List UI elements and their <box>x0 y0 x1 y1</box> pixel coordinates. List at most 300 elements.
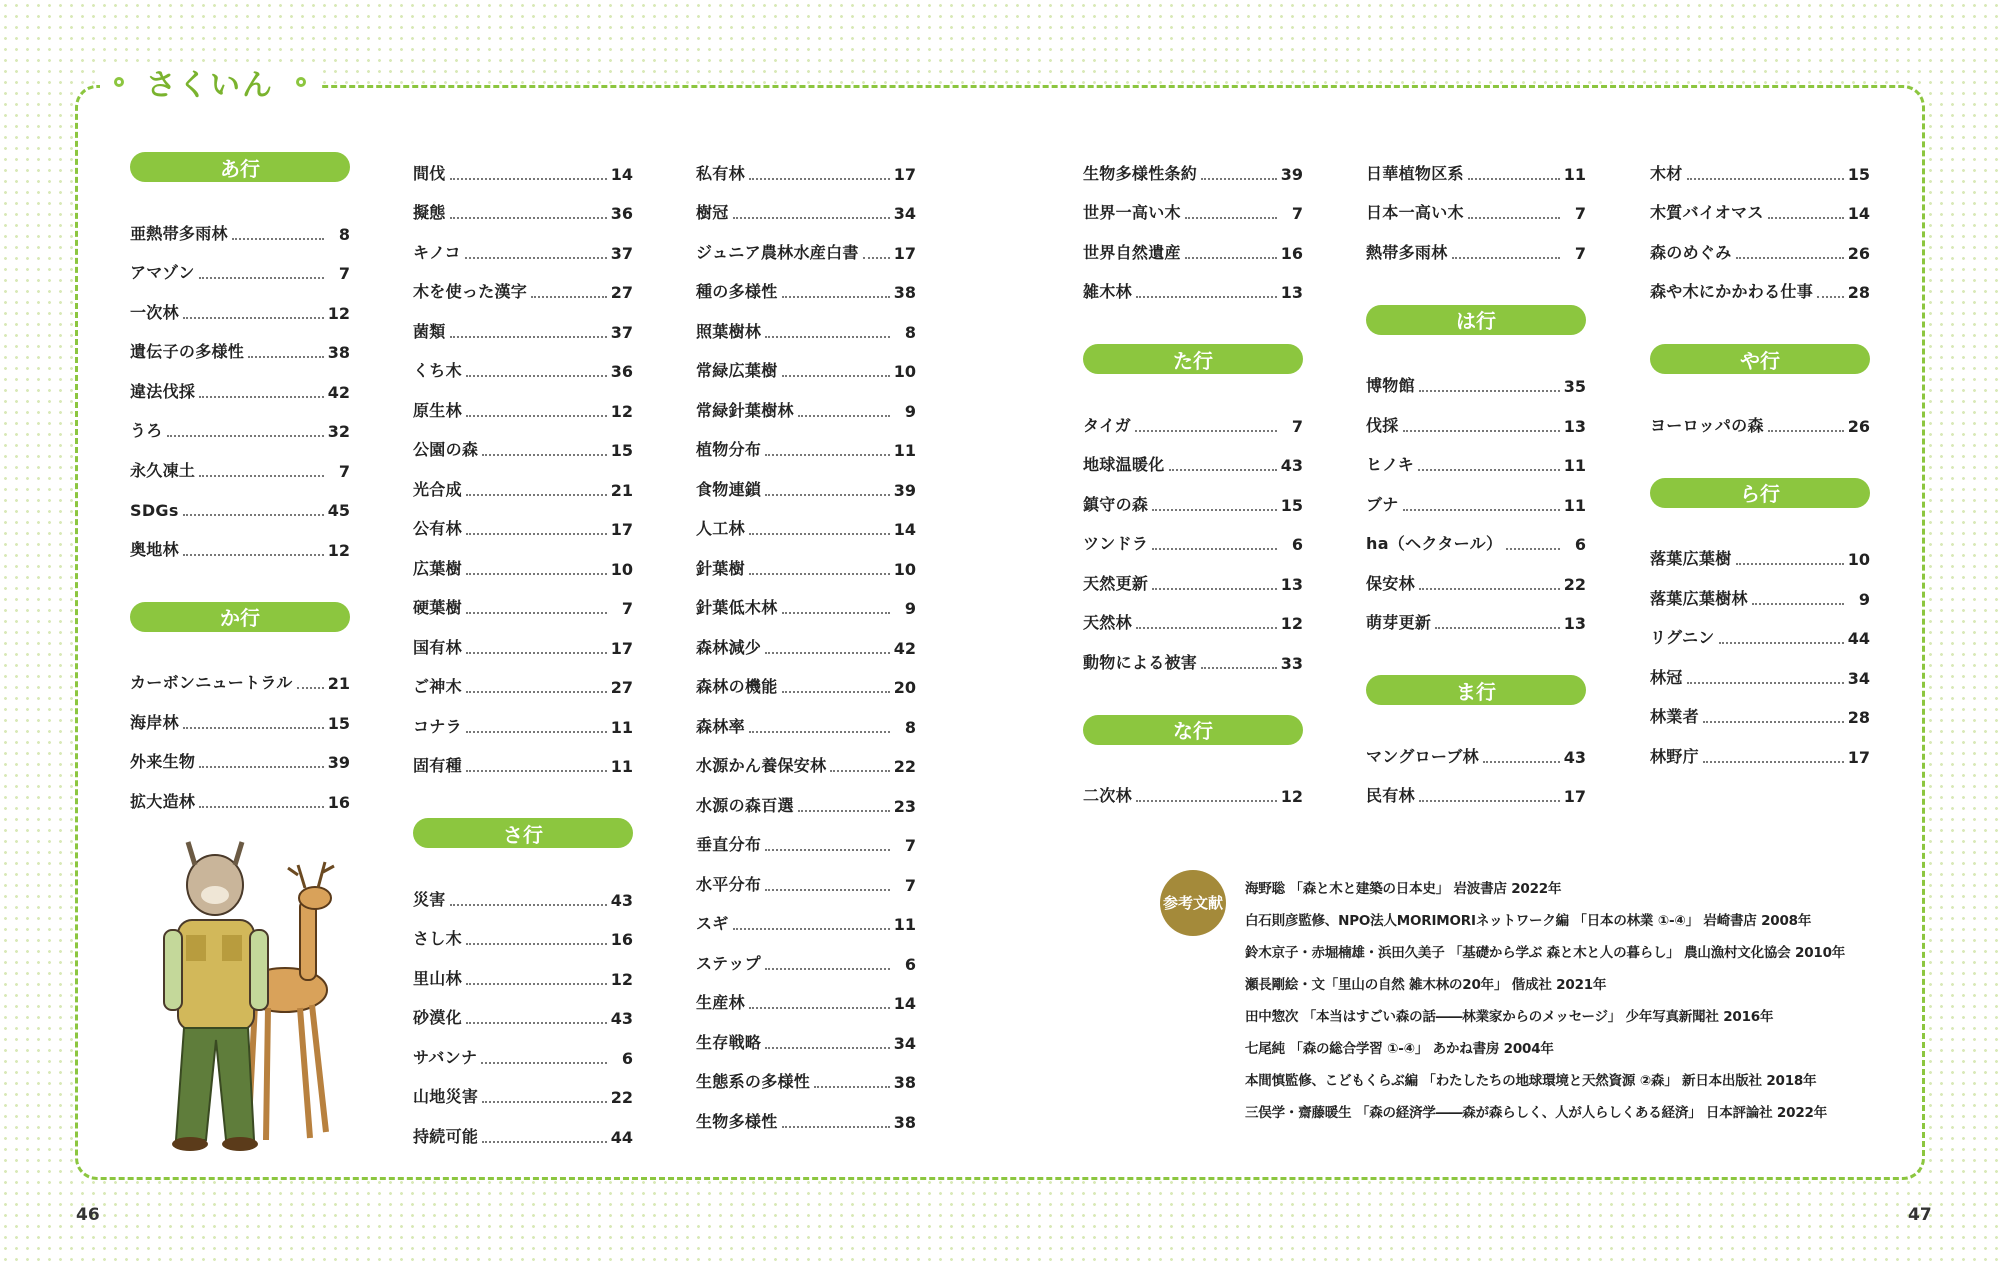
dot-leader <box>531 296 607 298</box>
entry-page-number: 43 <box>610 1009 633 1028</box>
entry-term: 外来生物 <box>130 752 196 771</box>
dot-leader <box>466 731 607 733</box>
dot-leader <box>1687 178 1844 180</box>
entry-page-number: 10 <box>1847 550 1870 569</box>
dot-leader <box>466 533 607 535</box>
index-entry <box>413 701 633 741</box>
dot-leader <box>765 889 890 891</box>
entry-page-number: 7 <box>904 836 916 855</box>
entry-page-number: 11 <box>1563 164 1586 184</box>
entry-term: 林業者 <box>1650 707 1699 726</box>
dot-leader <box>798 810 890 812</box>
index-entry <box>696 148 916 188</box>
entry-term: 海岸林 <box>130 712 179 732</box>
dot-leader <box>482 1101 607 1103</box>
index-entry <box>1650 534 1870 574</box>
entry-page-number: 12 <box>1280 614 1303 633</box>
index-entry <box>413 385 633 425</box>
entry-term: 樹冠 <box>696 203 729 222</box>
entry-term: 常緑広葉樹 <box>696 361 778 380</box>
index-entry <box>1083 400 1303 440</box>
entry-term: 国有林 <box>413 637 462 657</box>
entry-page-number: 7 <box>338 264 350 283</box>
dot-leader <box>733 217 890 219</box>
entry-page-number: 13 <box>1563 416 1586 436</box>
entry-page-number: 27 <box>610 283 633 302</box>
entry-page-number: 11 <box>1563 456 1586 475</box>
index-entry <box>413 267 633 307</box>
entry-page-number: 14 <box>893 994 916 1013</box>
entry-page-number: 45 <box>327 501 350 520</box>
entry-term: サバンナ <box>413 1047 478 1067</box>
entry-term: タイガ <box>1083 415 1132 435</box>
index-entry <box>413 914 633 954</box>
dot-leader <box>450 336 607 338</box>
entry-term: 菌類 <box>413 321 446 341</box>
index-entry <box>696 425 916 465</box>
entry-term: スギ <box>696 914 729 933</box>
dot-leader <box>1817 296 1844 298</box>
entry-term: SDGs <box>130 501 179 520</box>
index-entry <box>1366 361 1586 401</box>
entry-page-number: 8 <box>904 322 916 342</box>
index-entry <box>413 583 633 623</box>
index-entry <box>696 267 916 307</box>
entry-term: 一次林 <box>130 302 179 322</box>
entry-page-number: 10 <box>893 559 916 579</box>
index-entry <box>413 1072 633 1112</box>
entry-term: 種の多様性 <box>696 282 778 301</box>
entry-term: 森林の機能 <box>696 677 778 696</box>
entry-term: 亜熱帯多雨林 <box>130 223 228 243</box>
index-entry <box>696 899 916 939</box>
page-number-left: 46 <box>76 1205 100 1225</box>
dot-leader <box>1169 469 1277 471</box>
entry-term: 森や木にかかわる仕事 <box>1650 282 1814 301</box>
entry-term: 水平分布 <box>696 874 762 894</box>
entry-page-number: 16 <box>610 930 633 949</box>
entry-page-number: 8 <box>904 717 916 737</box>
index-entry <box>1083 479 1303 519</box>
dot-leader <box>466 494 607 496</box>
dot-leader <box>199 475 324 477</box>
entry-page-number: 17 <box>1563 787 1586 806</box>
dot-leader <box>466 612 607 614</box>
dot-leader <box>466 375 607 377</box>
entry-page-number: 15 <box>1280 495 1303 515</box>
entry-term: 常緑針葉樹林 <box>696 400 794 420</box>
references-list <box>1245 868 1885 1124</box>
dot-leader <box>782 1126 890 1128</box>
reference-item: 鈴木京子・赤堀楠雄・浜田久美子 「基礎から学ぶ 森と木と人の暮らし」 農山漁村文化協会 2010年 <box>1245 945 1846 961</box>
dot-leader <box>1506 548 1560 550</box>
dot-leader <box>1768 430 1844 432</box>
section-header: た行 <box>1083 344 1303 374</box>
dot-leader <box>1136 296 1277 298</box>
entry-term: うろ <box>130 421 163 440</box>
index-entry <box>696 780 916 820</box>
section-header: や行 <box>1650 344 1870 374</box>
entry-page-number: 28 <box>1847 283 1870 302</box>
entry-page-number: 6 <box>1574 535 1586 554</box>
index-entry <box>1366 519 1586 559</box>
entry-term: 照葉樹林 <box>696 321 762 341</box>
index-entry <box>413 1111 633 1151</box>
dot-leader <box>466 573 607 575</box>
entry-page-number: 43 <box>610 890 633 910</box>
index-entry <box>696 306 916 346</box>
index-entry <box>696 583 916 623</box>
index-column <box>130 148 350 816</box>
entry-term: 間伐 <box>413 163 446 183</box>
index-entry <box>130 697 350 737</box>
entry-page-number: 37 <box>610 243 633 263</box>
dot-leader <box>1201 667 1277 669</box>
index-entry <box>696 464 916 504</box>
entry-term: 落葉広葉樹 <box>1650 549 1732 568</box>
section-header: な行 <box>1083 715 1303 745</box>
index-entry <box>130 248 350 288</box>
index-entry <box>696 1017 916 1057</box>
section-header: ま行 <box>1366 675 1586 705</box>
dot-leader <box>1403 430 1560 432</box>
index-entry <box>1650 400 1870 440</box>
dot-leader <box>1703 761 1844 763</box>
entry-page-number: 7 <box>904 875 916 895</box>
dot-leader <box>1419 588 1560 590</box>
index-entry <box>1650 731 1870 771</box>
dot-leader <box>830 770 889 772</box>
entry-term: 二次林 <box>1083 786 1132 805</box>
entry-term: 垂直分布 <box>696 835 762 854</box>
index-entry <box>1366 148 1586 188</box>
dot-leader <box>1752 603 1844 605</box>
entry-term: 生産林 <box>696 993 745 1012</box>
entry-term: ステップ <box>696 953 761 973</box>
index-entry <box>1650 188 1870 228</box>
index-entry <box>696 859 916 899</box>
index-entry <box>1650 692 1870 732</box>
index-entry <box>696 346 916 386</box>
entry-term: 遺伝子の多様性 <box>130 342 245 361</box>
dot-leader <box>749 731 890 733</box>
index-entry <box>413 188 633 228</box>
entry-term: 硬葉樹 <box>413 598 462 617</box>
entry-page-number: 7 <box>1291 416 1303 436</box>
entry-term: 違法伐採 <box>130 381 196 401</box>
dot-leader <box>1719 642 1844 644</box>
entry-page-number: 38 <box>893 283 916 302</box>
section-spacer <box>1650 440 1870 474</box>
dot-leader <box>466 691 607 693</box>
entry-page-number: 13 <box>1280 283 1303 302</box>
entry-page-number: 43 <box>1280 456 1303 475</box>
index-entry <box>696 504 916 544</box>
index-entry <box>1366 731 1586 771</box>
entry-term: 林冠 <box>1650 667 1683 687</box>
entry-term: 公有林 <box>413 519 462 538</box>
dot-leader <box>1468 217 1560 219</box>
entry-term: カーボンニュートラル <box>130 673 293 692</box>
entry-term: 固有種 <box>413 756 462 775</box>
index-entry <box>1083 267 1303 307</box>
entry-term: 民有林 <box>1366 786 1415 805</box>
dot-leader <box>1201 178 1277 180</box>
index-entry <box>696 385 916 425</box>
ring-decoration-icon <box>296 77 306 87</box>
dot-leader <box>765 968 890 970</box>
entry-page-number: 14 <box>1847 204 1870 223</box>
index-entry <box>130 737 350 777</box>
index-entry <box>1366 227 1586 267</box>
index-column <box>1650 148 1870 771</box>
entry-term: 日本一高い木 <box>1366 203 1464 222</box>
entry-term: 世界一高い木 <box>1083 203 1181 222</box>
page-title: さくいん <box>146 68 274 103</box>
index-entry <box>130 406 350 446</box>
index-entry <box>1366 771 1586 811</box>
dot-leader <box>749 573 890 575</box>
section-header: さ行 <box>413 818 633 848</box>
entry-page-number: 33 <box>1280 653 1303 673</box>
reference-item: 本間慎監修、こどもくらぶ編 「わたしたちの地球環境と天然資源 ②森」 新日本出版社 2018年 <box>1245 1073 1817 1089</box>
entry-page-number: 13 <box>1563 614 1586 633</box>
dot-leader <box>183 727 324 729</box>
dot-leader <box>450 904 607 906</box>
dot-leader <box>482 1141 607 1143</box>
entry-term: くち木 <box>413 361 462 380</box>
dot-leader <box>1152 509 1277 511</box>
section-spacer <box>1083 306 1303 340</box>
index-entry <box>413 464 633 504</box>
entry-term: 生存戦略 <box>696 1032 762 1052</box>
dot-leader <box>749 533 890 535</box>
index-entry <box>130 524 350 564</box>
entry-term: 公園の森 <box>413 440 479 459</box>
entry-term: 原生林 <box>413 400 462 420</box>
dot-leader <box>1736 563 1844 565</box>
entry-term: 広葉樹 <box>413 558 462 578</box>
index-entry <box>1650 613 1870 653</box>
index-entry <box>696 188 916 228</box>
entry-page-number: 10 <box>893 362 916 381</box>
index-entry <box>1650 148 1870 188</box>
index-entry <box>696 938 916 978</box>
index-column <box>1083 148 1303 810</box>
entry-page-number: 43 <box>1563 747 1586 767</box>
entry-term: 天然林 <box>1083 613 1132 632</box>
dot-leader <box>199 396 324 398</box>
dot-leader <box>1136 800 1277 802</box>
index-entry <box>130 485 350 525</box>
section-spacer <box>1650 306 1870 340</box>
dot-leader <box>481 1062 607 1064</box>
section-header: ら行 <box>1650 478 1870 508</box>
index-column <box>696 148 916 1136</box>
section-header: は行 <box>1366 305 1586 335</box>
dot-leader <box>167 435 324 437</box>
index-entry <box>696 1096 916 1136</box>
index-entry <box>413 543 633 583</box>
entry-page-number: 35 <box>1563 377 1586 396</box>
entry-page-number: 42 <box>893 638 916 658</box>
entry-page-number: 17 <box>610 638 633 658</box>
dot-leader <box>199 277 324 279</box>
entry-page-number: 12 <box>327 540 350 560</box>
entry-term: 森のめぐみ <box>1650 242 1732 262</box>
entry-page-number: 44 <box>610 1127 633 1147</box>
entry-page-number: 38 <box>327 343 350 362</box>
index-entry <box>413 148 633 188</box>
entry-page-number: 14 <box>893 520 916 539</box>
entry-term: 落葉広葉樹林 <box>1650 588 1748 608</box>
index-entry <box>1083 519 1303 559</box>
entry-page-number: 17 <box>893 164 916 184</box>
entry-term: アマゾン <box>130 263 195 282</box>
entry-page-number: 7 <box>1574 243 1586 263</box>
dot-leader <box>782 375 890 377</box>
entry-term: 木質バイオマス <box>1650 203 1764 222</box>
dot-leader <box>1135 430 1277 432</box>
entry-term: 針葉低木林 <box>696 598 778 617</box>
entry-term: 光合成 <box>413 479 462 499</box>
dot-leader <box>248 356 324 358</box>
entry-page-number: 12 <box>1280 787 1303 806</box>
entry-term: 生態系の多様性 <box>696 1072 811 1091</box>
entry-term: コナラ <box>413 716 462 736</box>
entry-page-number: 36 <box>610 204 633 223</box>
entry-page-number: 39 <box>327 753 350 772</box>
index-entry <box>1083 558 1303 598</box>
reference-item: 白石則彦監修、NPO法人MORIMORIネットワーク編 「日本の林業 ①-④」 岩崎書店 2008年 <box>1245 913 1812 929</box>
index-entry <box>413 662 633 702</box>
dot-leader <box>1703 721 1844 723</box>
index-entry <box>696 227 916 267</box>
entry-page-number: 26 <box>1847 416 1870 436</box>
index-entry <box>413 953 633 993</box>
dot-leader <box>1403 509 1560 511</box>
entry-page-number: 39 <box>1280 164 1303 184</box>
entry-page-number: 16 <box>1280 243 1303 263</box>
entry-term: 私有林 <box>696 163 745 183</box>
entry-term: 森林減少 <box>696 637 762 657</box>
index-entry <box>130 327 350 367</box>
index-entry <box>696 1057 916 1097</box>
entry-term: 雑木林 <box>1083 282 1132 301</box>
entry-term: 永久凍土 <box>130 460 196 480</box>
entry-term: 木材 <box>1650 163 1683 183</box>
dot-leader <box>450 217 607 219</box>
dot-leader <box>782 296 890 298</box>
entry-term: 生物多様性条約 <box>1083 163 1198 183</box>
section-spacer <box>1366 637 1586 671</box>
entry-page-number: 27 <box>610 678 633 697</box>
dot-leader <box>183 554 324 556</box>
dot-leader <box>1736 257 1844 259</box>
entry-page-number: 17 <box>1847 747 1870 767</box>
dot-leader <box>749 1007 890 1009</box>
dot-leader <box>1185 217 1277 219</box>
entry-term: 持続可能 <box>413 1126 479 1146</box>
entry-page-number: 10 <box>610 559 633 579</box>
entry-term: 伐採 <box>1366 415 1399 435</box>
index-entry <box>130 658 350 698</box>
index-entry <box>696 978 916 1018</box>
entry-term: 木を使った漢字 <box>413 282 528 301</box>
index-entry <box>413 306 633 346</box>
entry-term: 砂漠化 <box>413 1008 462 1027</box>
dot-leader <box>1452 257 1560 259</box>
entry-page-number: 12 <box>610 401 633 421</box>
dot-leader <box>765 652 890 654</box>
entry-term: ヒノキ <box>1366 455 1415 474</box>
index-entry <box>413 622 633 662</box>
index-entry <box>413 1032 633 1072</box>
entry-term: 世界自然遺産 <box>1083 242 1181 262</box>
entry-page-number: 20 <box>893 678 916 697</box>
entry-page-number: 11 <box>610 757 633 776</box>
entry-page-number: 34 <box>1847 668 1870 688</box>
entry-term: さし木 <box>413 929 462 948</box>
entry-term: 日華植物区系 <box>1366 163 1464 183</box>
index-entry <box>1366 400 1586 440</box>
entry-page-number: 23 <box>893 796 916 816</box>
goat-and-deer-illustration <box>150 840 350 1160</box>
dot-leader <box>1687 682 1844 684</box>
section-header: あ行 <box>130 152 350 182</box>
index-entry <box>1650 573 1870 613</box>
index-entry <box>413 227 633 267</box>
entry-term: キノコ <box>413 242 461 262</box>
entry-term: 生物多様性 <box>696 1111 778 1131</box>
entry-term: ジュニア農林水産白書 <box>696 242 859 262</box>
entry-term: 拡大造林 <box>130 791 196 811</box>
dot-leader <box>1185 257 1277 259</box>
entry-page-number: 39 <box>893 480 916 500</box>
dot-leader <box>297 687 324 689</box>
index-entry <box>1083 637 1303 677</box>
index-entry <box>696 741 916 781</box>
entry-term: ha（ヘクタール） <box>1366 534 1503 553</box>
index-entry <box>413 504 633 544</box>
index-entry <box>1083 440 1303 480</box>
index-entry <box>1366 188 1586 228</box>
index-entry <box>1366 479 1586 519</box>
entry-page-number: 22 <box>1563 574 1586 594</box>
dot-leader <box>765 1047 890 1049</box>
entry-page-number: 22 <box>610 1088 633 1107</box>
entry-page-number: 22 <box>893 757 916 776</box>
entry-page-number: 36 <box>610 362 633 381</box>
entry-term: ブナ <box>1366 494 1399 514</box>
entry-term: マングローブ林 <box>1366 746 1479 766</box>
dot-leader <box>749 178 890 180</box>
dot-leader <box>765 454 890 456</box>
dot-leader <box>466 1022 607 1024</box>
dot-leader <box>1152 548 1277 550</box>
index-entry <box>130 445 350 485</box>
entry-term: 針葉樹 <box>696 558 745 578</box>
entry-page-number: 7 <box>1574 204 1586 223</box>
entry-term: 地球温暖化 <box>1083 455 1165 474</box>
index-entry <box>130 366 350 406</box>
dot-leader <box>466 415 607 417</box>
entry-page-number: 16 <box>327 792 350 812</box>
reference-item: 瀬長剛絵・文「里山の自然 雑木林の20年」 偕成社 2021年 <box>1245 977 1607 993</box>
dot-leader <box>1419 390 1560 392</box>
entry-page-number: 6 <box>904 954 916 974</box>
dot-leader <box>466 770 607 772</box>
